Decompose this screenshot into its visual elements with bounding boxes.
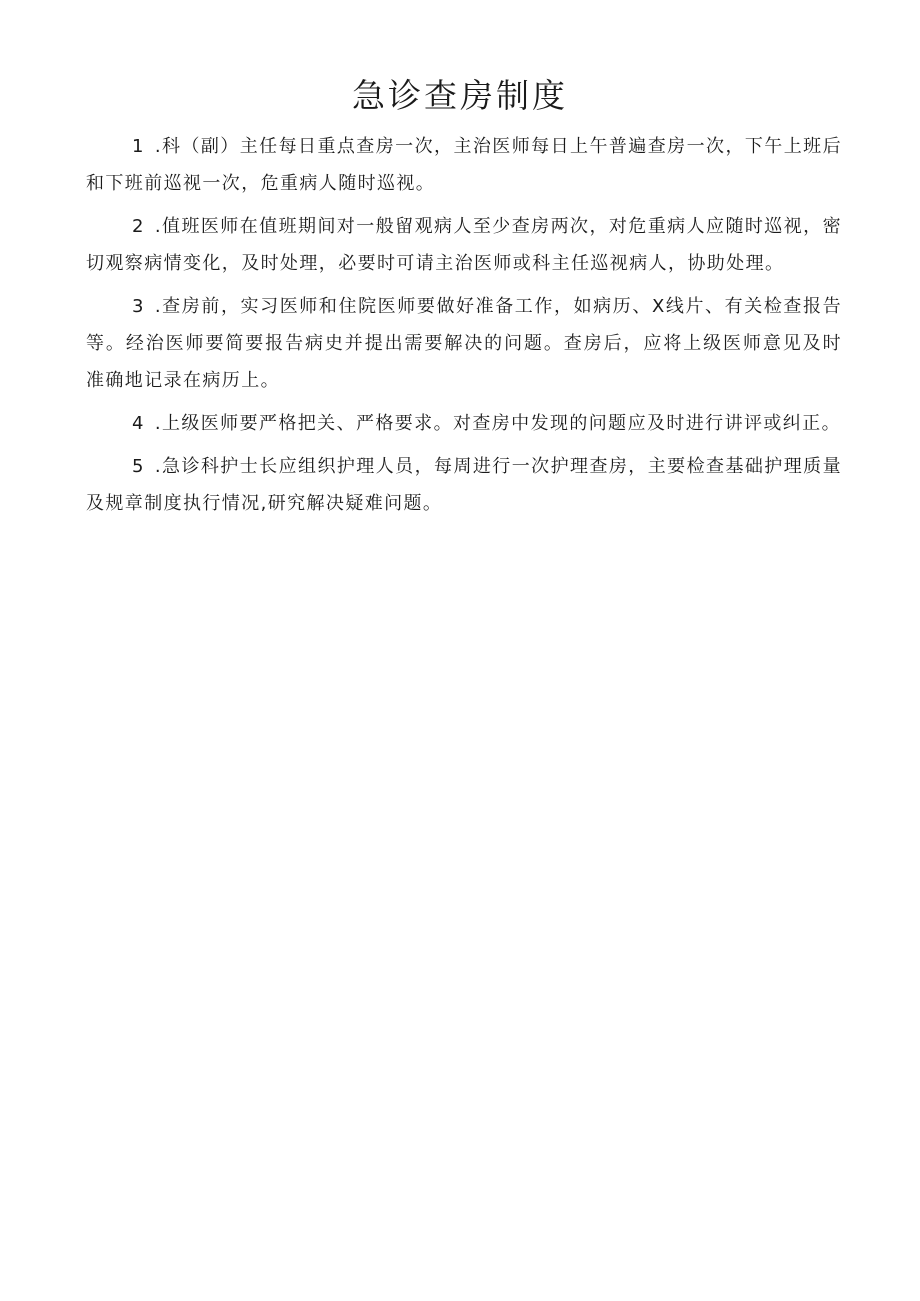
paragraph-number: 3: [132, 296, 145, 317]
document-title: 急诊查房制度: [352, 76, 568, 115]
document-body: [86, 128, 842, 528]
paragraph-2: [86, 208, 842, 282]
paragraph-number: 2: [132, 216, 145, 237]
paragraph-text: .急诊科护士长应组织护理人员，每周进行一次护理查房，主要检查基础护理质量及规章制度执行情况,研究解决疑难问题。: [86, 456, 842, 514]
paragraph-text: .查房前，实习医师和住院医师要做好准备工作，如病历、X线片、有关检查报告等。经治医师要简要报告病史并提出需要解决的问题。查房后，应将上级医师意见及时准确地记录在病历上。: [86, 296, 842, 391]
paragraph-number: 5: [132, 456, 145, 477]
paragraph-3: [86, 288, 842, 399]
paragraph-number: 4: [132, 413, 145, 434]
paragraph-4: [86, 405, 842, 442]
paragraph-text: .值班医师在值班期间对一般留观病人至少查房两次，对危重病人应随时巡视，密切观察病情变化，及时处理，必要时可请主治医师或科主任巡视病人，协助处理。: [86, 216, 842, 274]
paragraph-1: [86, 128, 842, 202]
paragraph-5: [86, 448, 842, 522]
paragraph-number: 1: [132, 136, 145, 157]
paragraph-text: .科（副）主任每日重点查房一次，主治医师每日上午普遍查房一次，下午上班后和下班前巡视一次，危重病人随时巡视。: [86, 136, 842, 194]
paragraph-text: .上级医师要严格把关、严格要求。对查房中发现的问题应及时进行讲评或纠正。: [154, 413, 841, 434]
